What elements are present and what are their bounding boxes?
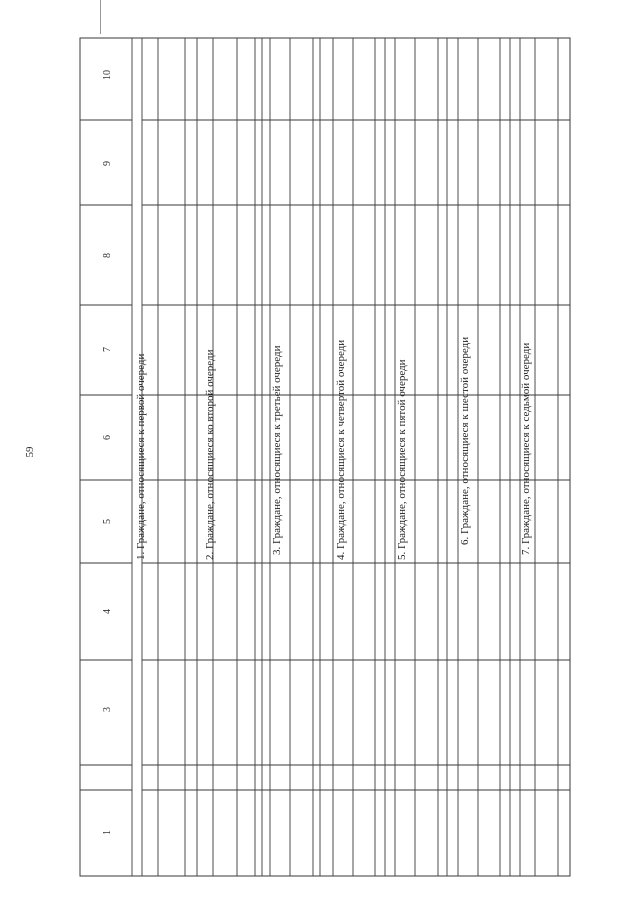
column-number: 4 [102,609,113,614]
section-headings [135,337,532,560]
column-number: 6 [102,435,113,440]
section-heading: 4. Граждане, относящиеся к четвертой очереди [335,339,347,560]
column-number: 7 [102,347,113,352]
column-number: 8 [102,253,113,258]
section-heading: 7. Граждане, относящиеся к седьмой очереди [520,342,532,555]
column-number: 1 [102,830,113,835]
column-number: 5 [102,519,113,524]
section-heading: 6. Граждане, относящиеся к шестой очереди [459,336,471,545]
column-number: 9 [102,161,113,166]
column-numbers [102,70,113,835]
column-number: 10 [102,70,113,80]
table-grid [80,38,570,876]
section-heading: 5. Граждане, относящиеся к пятой очереди [396,359,408,560]
section-heading: 1. Граждане, относящиеся к первой очереди [135,353,147,560]
page-number: 59 [24,446,36,458]
section-heading: 2. Граждане, относящиеся ко второй очереди [204,349,216,560]
section-heading: 3. Граждане, относящиеся к третьей очереди [271,345,283,555]
column-number: 3 [102,707,113,712]
